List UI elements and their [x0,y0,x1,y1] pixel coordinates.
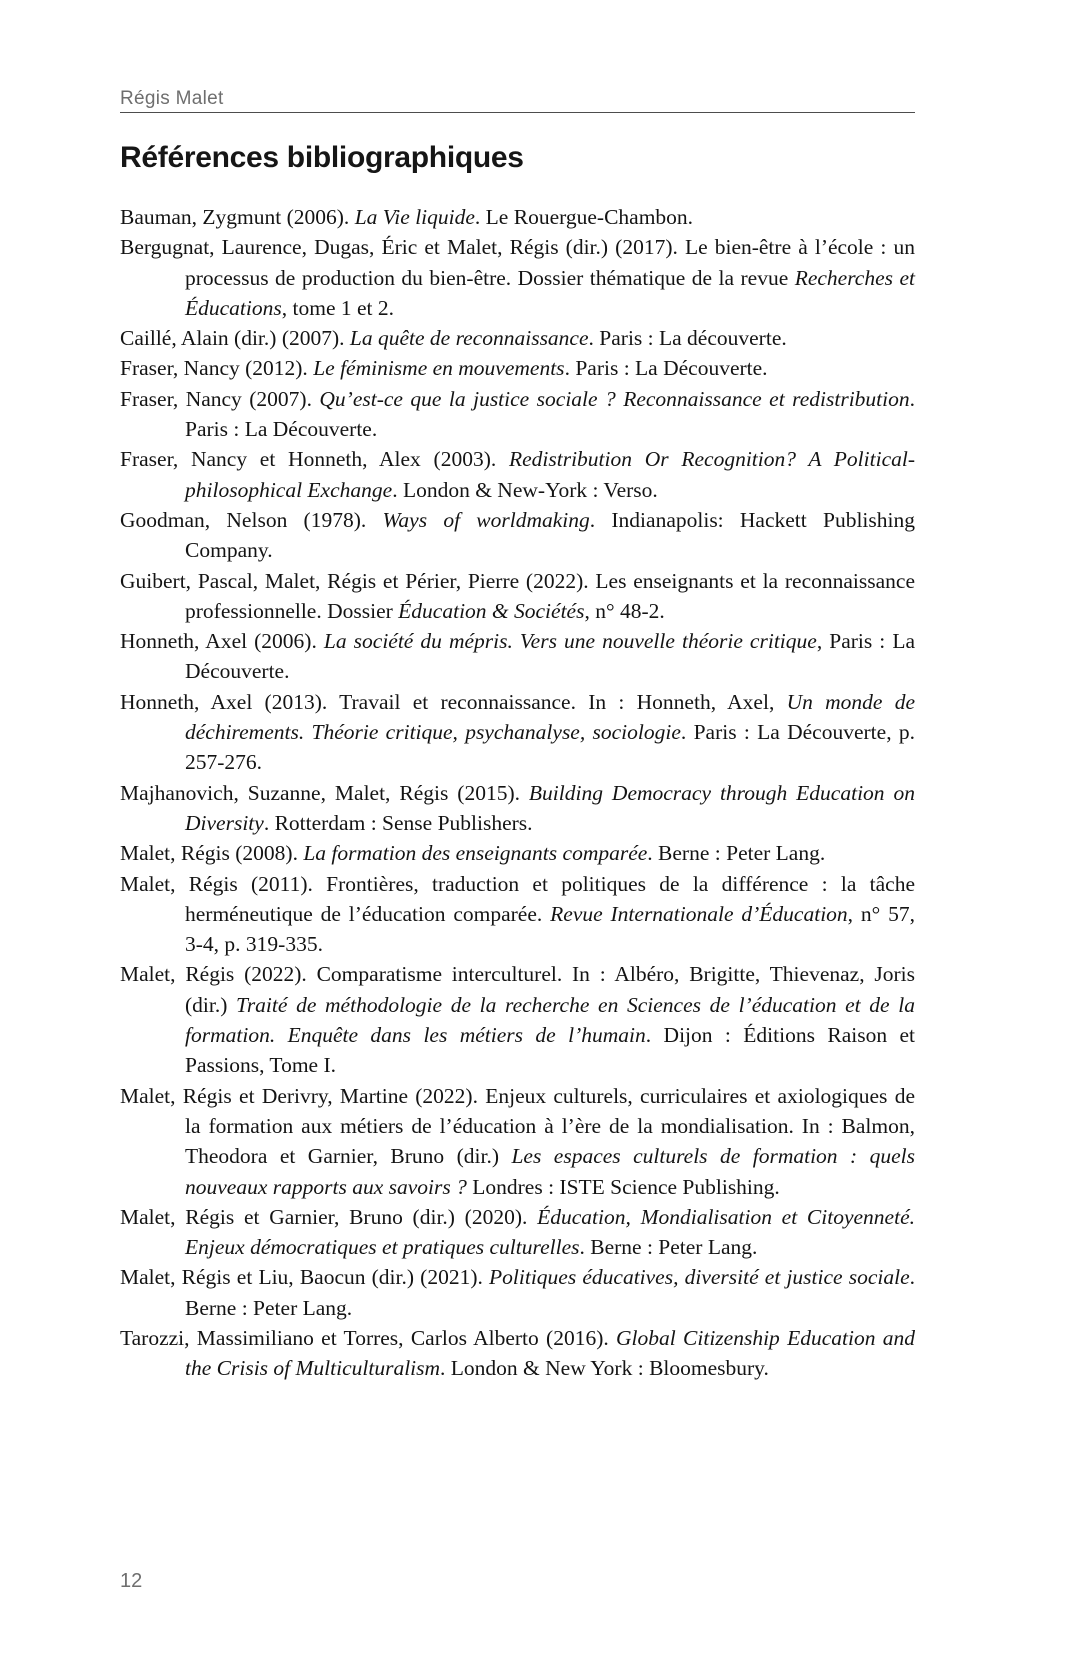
reference-entry [120,444,915,505]
reference-text: . London & New York : Bloomesbury. [440,1356,769,1381]
reference-title-italic: La Vie liquide [354,205,475,229]
reference-title-italic: Éducation, Mondialisation et Citoyenneté. Enjeux démocratiques et pratiques culturelles [185,1204,915,1260]
reference-entry [120,505,915,566]
reference-text: Londres : ISTE Science Publishing. [466,1174,780,1199]
reference-text: Malet, Régis et Garnier, Bruno (dir.) (2020). [120,1204,538,1229]
reference-entry [120,959,915,1080]
reference-entry [120,232,915,323]
reference-entry [120,202,915,232]
reference-title-italic: Qu’est-ce que la justice sociale ? Reconnaissance et redistribution [319,386,910,411]
reference-title-italic: Éducation & Sociétés [398,598,585,623]
reference-entry [120,838,915,868]
reference-title-italic: Global Citizenship Education and the Crisis of Multiculturalism [185,1325,915,1381]
reference-entry [120,384,915,445]
reference-entry [120,353,915,383]
reference-title-italic: Recherches et Éducations [185,265,915,320]
reference-title-italic: La quête de reconnaissance [349,326,589,351]
reference-entry [120,869,915,960]
reference-text: Goodman, Nelson (1978). [120,507,383,532]
reference-text: Honneth, Axel (2013). Travail et reconnaissance. In : Honneth, Axel, [120,689,787,714]
reference-text: , n° 48-2. [584,598,665,623]
reference-title-italic: Building Democracy through Education on Diversity [185,780,915,835]
page-title: Références bibliographiques [120,141,524,174]
reference-text: Bauman, Zygmunt (2006). [120,205,355,229]
reference-title-italic: Ways of worldmaking [382,507,590,532]
references-list [120,202,915,1384]
reference-text: Bergugnat, Laurence, Dugas, Éric et Malet, Régis (dir.) (2017). Le bien-être à l’école : un processus de production du bien-être. Dossier thématique de la revue [120,235,915,290]
reference-text: Malet, Régis (2022). Comparatisme interculturel. In : Albéro, Brigitte, Thievenaz, Joris (dir.) [120,962,915,1017]
reference-entry [120,778,915,839]
reference-title-italic: Un monde de déchirements. Théorie critique, psychanalyse, sociologie [185,689,915,745]
reference-text: Caillé, Alain (dir.) (2007). [120,326,350,351]
reference-text: Guibert, Pascal, Malet, Régis et Périer, Pierre (2022). Les enseignants et la reconnaissance professionnelle. Dossier [120,568,915,623]
reference-text: Honneth, Axel (2006). [120,629,324,654]
reference-text: . Rotterdam : Sense Publishers. [263,810,533,835]
reference-text: Malet, Régis et Liu, Baocun (dir.) (2021). [120,1265,490,1290]
reference-text: Fraser, Nancy (2007). [120,386,320,411]
reference-text: . London & New-York : Verso. [392,477,658,502]
reference-text: Malet, Régis (2011). Frontières, traduction et politiques de la différence : la tâche herméneutique de l’éducation comparée. [120,871,915,926]
header-rule [120,112,915,113]
reference-text: , tome 1 et 2. [281,295,395,320]
reference-text: Malet, Régis et Derivry, Martine (2022). Enjeux culturels, curriculaires et axiologiques de la formation aux métiers de l’éducation à l’ère de la mondialisation. In : Balmon, Theodora et Garnier, Bruno (dir.) [120,1083,915,1169]
reference-text: , Paris : La Découverte. [185,629,916,684]
reference-title-italic: Traité de méthodologie de la recherche en Sciences de l’éducation et de la formation. Enquête dans les métiers de l’humain [185,992,915,1048]
running-header: Régis Malet [120,88,224,109]
reference-text: Fraser, Nancy (2012). [120,356,314,381]
reference-text: Majhanovich, Suzanne, Malet, Régis (2015). [120,780,529,805]
reference-text: . Paris : La Découverte, p. 257-276. [185,720,915,775]
reference-title-italic: Revue Internationale d’Éducation [550,901,848,926]
page-number: 12 [120,1570,143,1592]
reference-text: Tarozzi, Massimiliano et Torres, Carlos Alberto (2016). [120,1325,617,1350]
page-header [120,0,915,113]
reference-text: , n° 57, 3-4, p. 319-335. [185,901,915,957]
reference-text: . Paris : La Découverte. [185,386,915,442]
reference-entry [120,1323,915,1384]
reference-text: . Dijon : Éditions Raison et Passions, Tome I. [185,1023,915,1078]
reference-title-italic: Les espaces culturels de formation : quels nouveaux rapports aux savoirs ? [185,1144,915,1199]
reference-title-italic: La société du mépris. Vers une nouvelle théorie critique [323,629,817,654]
reference-title-italic: Politiques éducatives, diversité et justice sociale [489,1265,910,1290]
reference-entry [120,566,915,627]
reference-title-italic: Le féminisme en mouvements [313,356,565,381]
reference-text: Fraser, Nancy et Honneth, Alex (2003). [120,447,509,472]
reference-text: . Berne : Peter Lang. [647,841,826,866]
reference-entry [120,1262,915,1323]
reference-entry [120,626,915,687]
reference-text: . Paris : La découverte. [588,326,787,351]
reference-text: . Berne : Peter Lang. [579,1235,758,1260]
reference-title-italic: Redistribution Or Recognition? A Political-philosophical Exchange [185,447,915,502]
reference-text: . Berne : Peter Lang. [185,1265,915,1320]
reference-text: . Le Rouergue-Chambon. [474,205,694,229]
reference-text: . Paris : La Découverte. [564,356,768,381]
reference-entry [120,1202,915,1263]
reference-title-italic: La formation des enseignants comparée [303,841,648,866]
reference-entry [120,687,915,778]
reference-text: Malet, Régis (2008). [120,841,304,866]
reference-entry [120,1081,915,1202]
reference-entry [120,323,915,353]
reference-text: . Indianapolis: Hackett Publishing Company. [185,507,915,563]
